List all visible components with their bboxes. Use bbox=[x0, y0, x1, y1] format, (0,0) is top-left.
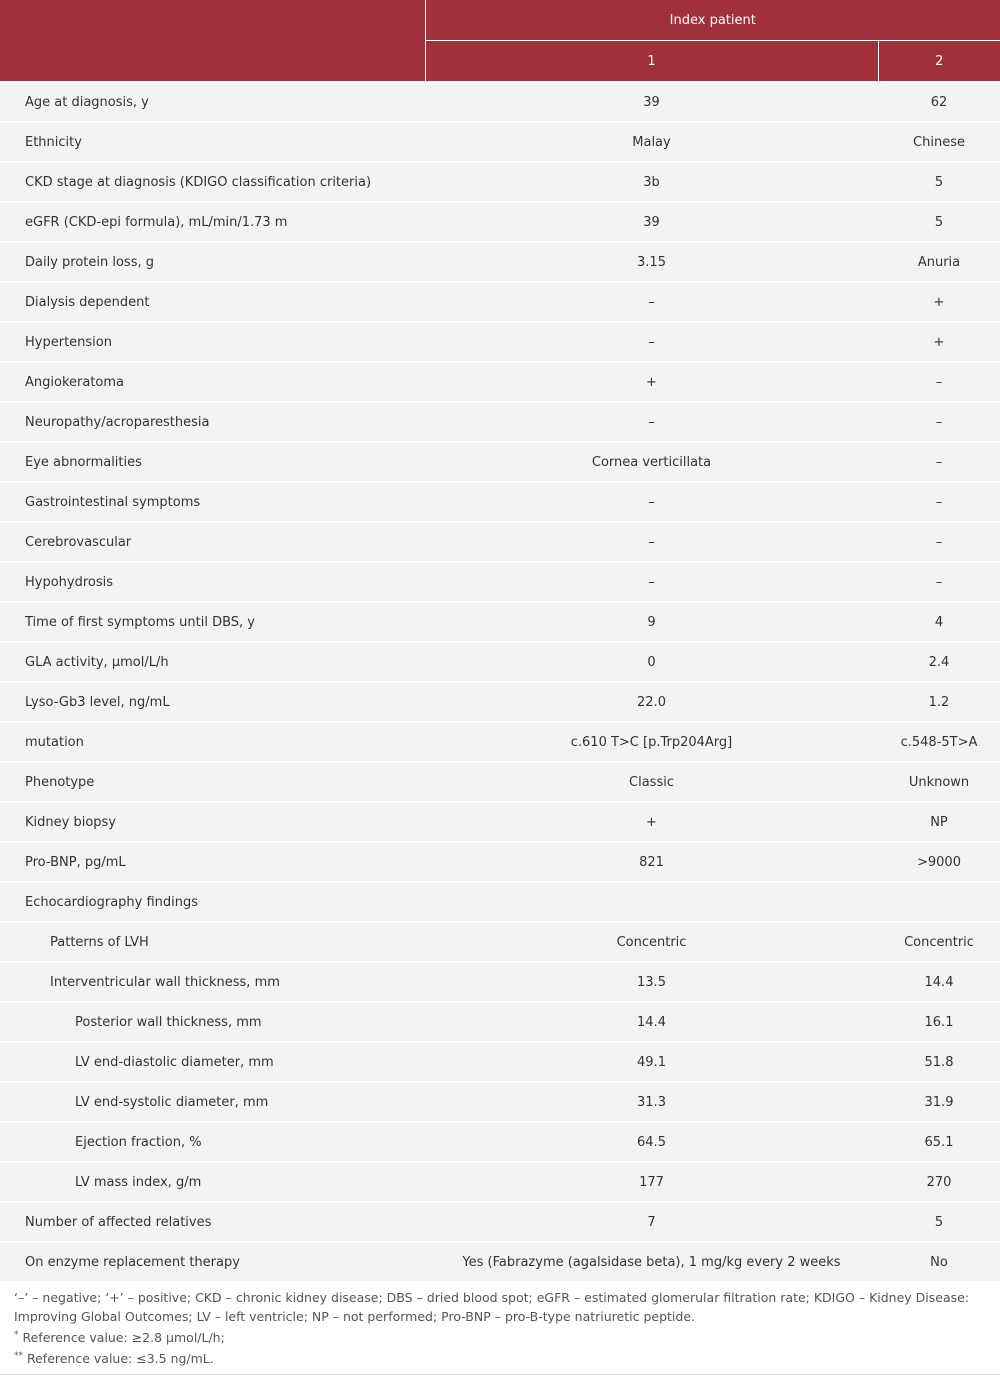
table-row bbox=[0, 1202, 1000, 1242]
row-label: Ejection fraction, % bbox=[0, 1122, 425, 1162]
row-label: LV end-diastolic diameter, mm bbox=[0, 1042, 425, 1082]
patient-2-value: 5 bbox=[878, 162, 1000, 202]
table-row bbox=[0, 1042, 1000, 1082]
header-row-patients bbox=[0, 41, 1000, 83]
patient-2-value: 51.8 bbox=[878, 1042, 1000, 1082]
patient-2-value: Unknown bbox=[878, 762, 1000, 802]
row-label: Angiokeratoma bbox=[0, 362, 425, 402]
table-row bbox=[0, 522, 1000, 562]
footnote-2-mark: ** bbox=[14, 1351, 23, 1361]
header-row-group bbox=[0, 0, 1000, 41]
patient-2-value: Concentric bbox=[878, 922, 1000, 962]
row-label: GLA activity, µmol/L/h bbox=[0, 642, 425, 682]
header-patient-2: 2 bbox=[878, 41, 1000, 83]
patient-2-value: Anuria bbox=[878, 242, 1000, 282]
patient-2-value bbox=[878, 882, 1000, 922]
patient-1-value: 64.5 bbox=[425, 1122, 878, 1162]
row-label: Pro-BNP, pg/mL bbox=[0, 842, 425, 882]
row-label: eGFR (CKD-epi formula), mL/min/1.73 m bbox=[0, 202, 425, 242]
patient-2-value: – bbox=[878, 562, 1000, 602]
patient-2-value: 270 bbox=[878, 1162, 1000, 1202]
table-row bbox=[0, 322, 1000, 362]
header-patient-1: 1 bbox=[425, 41, 878, 83]
table-row bbox=[0, 1002, 1000, 1042]
patient-2-value: – bbox=[878, 522, 1000, 562]
patient-1-value: Yes (Fabrazyme (agalsidase beta), 1 mg/kg every 2 weeks bbox=[425, 1242, 878, 1281]
row-label: mutation bbox=[0, 722, 425, 762]
patient-1-value: Concentric bbox=[425, 922, 878, 962]
patient-1-value bbox=[425, 882, 878, 922]
footnote-2 bbox=[14, 1347, 984, 1368]
patient-2-value: + bbox=[878, 282, 1000, 322]
patient-1-value: + bbox=[425, 802, 878, 842]
row-label: Number of affected relatives bbox=[0, 1202, 425, 1242]
patient-2-value: No bbox=[878, 1242, 1000, 1281]
row-label: Gastrointestinal symptoms bbox=[0, 482, 425, 522]
table-row bbox=[0, 962, 1000, 1002]
patient-2-value: 62 bbox=[878, 82, 1000, 122]
row-label: Eye abnormalities bbox=[0, 442, 425, 482]
patient-1-value: Classic bbox=[425, 762, 878, 802]
row-label: Time of first symptoms until DBS, y bbox=[0, 602, 425, 642]
row-label: LV mass index, g/m bbox=[0, 1162, 425, 1202]
patient-1-value: 3.15 bbox=[425, 242, 878, 282]
row-label: Lyso-Gb3 level, ng/mL bbox=[0, 682, 425, 722]
header-blank-cell bbox=[0, 0, 425, 41]
header-index-patient: Index patient bbox=[425, 0, 1000, 41]
patient-1-value: 0 bbox=[425, 642, 878, 682]
bottom-divider bbox=[0, 1374, 1000, 1375]
table-row bbox=[0, 162, 1000, 202]
patient-2-value: 16.1 bbox=[878, 1002, 1000, 1042]
patient-1-value: – bbox=[425, 522, 878, 562]
patient-2-value: 14.4 bbox=[878, 962, 1000, 1002]
footnote-1-text: Reference value: ≥2.8 µmol/L/h; bbox=[18, 1330, 225, 1345]
footnote-abbreviations: ‘–’ – negative; ‘+’ – positive; CKD – chronic kidney disease; DBS – dried blood spot; eGFR – estimated glomerular filtration rate; KDIGO – Kidney Disease: Improving Global Outcomes; LV – left ventricle; NP – not performed; Pro-BNP – pro-B-type natriuretic peptide. bbox=[14, 1290, 970, 1324]
table-row bbox=[0, 722, 1000, 762]
table-row bbox=[0, 282, 1000, 322]
patient-2-value: c.548-5T>A bbox=[878, 722, 1000, 762]
patient-1-value: 7 bbox=[425, 1202, 878, 1242]
patient-1-value: – bbox=[425, 402, 878, 442]
table-row bbox=[0, 1162, 1000, 1202]
patient-1-value: 31.3 bbox=[425, 1082, 878, 1122]
table-row bbox=[0, 202, 1000, 242]
footnote-1 bbox=[14, 1326, 984, 1347]
patient-1-value: c.610 T>C [p.Trp204Arg] bbox=[425, 722, 878, 762]
row-label: Cerebrovascular bbox=[0, 522, 425, 562]
row-label: Ethnicity bbox=[0, 122, 425, 162]
patient-2-value: >9000 bbox=[878, 842, 1000, 882]
patient-2-value: 1.2 bbox=[878, 682, 1000, 722]
table-row bbox=[0, 82, 1000, 122]
patient-1-value: Malay bbox=[425, 122, 878, 162]
table-row bbox=[0, 1242, 1000, 1281]
row-label: Echocardiography findings bbox=[0, 882, 425, 922]
patient-1-value: 49.1 bbox=[425, 1042, 878, 1082]
patient-1-value: – bbox=[425, 562, 878, 602]
patient-1-value: 13.5 bbox=[425, 962, 878, 1002]
patient-2-value: 5 bbox=[878, 1202, 1000, 1242]
table-row bbox=[0, 482, 1000, 522]
table-row bbox=[0, 362, 1000, 402]
table-row bbox=[0, 402, 1000, 442]
patient-2-value: 31.9 bbox=[878, 1082, 1000, 1122]
patient-1-value: 14.4 bbox=[425, 1002, 878, 1042]
header-blank-cell bbox=[0, 41, 425, 83]
row-label: Daily protein loss, g bbox=[0, 242, 425, 282]
row-label: Phenotype bbox=[0, 762, 425, 802]
patient-1-value: 9 bbox=[425, 602, 878, 642]
row-label: Posterior wall thickness, mm bbox=[0, 1002, 425, 1042]
table-row bbox=[0, 562, 1000, 602]
table-row bbox=[0, 642, 1000, 682]
patient-1-value: 22.0 bbox=[425, 682, 878, 722]
patient-2-value: – bbox=[878, 442, 1000, 482]
patient-1-value: Cornea verticillata bbox=[425, 442, 878, 482]
table-row bbox=[0, 1082, 1000, 1122]
row-label: On enzyme replacement therapy bbox=[0, 1242, 425, 1281]
footnote-1-mark: * bbox=[14, 1330, 19, 1340]
row-label: Hypertension bbox=[0, 322, 425, 362]
row-label: Kidney biopsy bbox=[0, 802, 425, 842]
patient-2-value: – bbox=[878, 362, 1000, 402]
table-row bbox=[0, 1122, 1000, 1162]
row-label: Dialysis dependent bbox=[0, 282, 425, 322]
patient-2-value: NP bbox=[878, 802, 1000, 842]
table-row bbox=[0, 122, 1000, 162]
patient-1-value: – bbox=[425, 282, 878, 322]
patient-1-value: – bbox=[425, 482, 878, 522]
table-footnotes bbox=[14, 1288, 984, 1368]
patient-2-value: 5 bbox=[878, 202, 1000, 242]
table-row bbox=[0, 802, 1000, 842]
patient-1-value: – bbox=[425, 322, 878, 362]
table-row bbox=[0, 242, 1000, 282]
patient-1-value: 3b bbox=[425, 162, 878, 202]
table-row bbox=[0, 602, 1000, 642]
table-row bbox=[0, 442, 1000, 482]
table-body bbox=[0, 82, 1000, 1281]
patient-1-value: 39 bbox=[425, 202, 878, 242]
patient-2-value: – bbox=[878, 402, 1000, 442]
row-label: Interventricular wall thickness, mm bbox=[0, 962, 425, 1002]
patient-2-value: – bbox=[878, 482, 1000, 522]
footnote-2-text: Reference value: ≤3.5 ng/mL. bbox=[23, 1351, 214, 1366]
patient-1-value: 821 bbox=[425, 842, 878, 882]
patient-1-value: 177 bbox=[425, 1162, 878, 1202]
row-label: LV end-systolic diameter, mm bbox=[0, 1082, 425, 1122]
table-row bbox=[0, 682, 1000, 722]
patient-2-value: + bbox=[878, 322, 1000, 362]
row-label: Hypohydrosis bbox=[0, 562, 425, 602]
patient-1-value: + bbox=[425, 362, 878, 402]
table-row bbox=[0, 842, 1000, 882]
row-label: Neuropathy/acroparesthesia bbox=[0, 402, 425, 442]
patient-1-value: 39 bbox=[425, 82, 878, 122]
row-label: CKD stage at diagnosis (KDIGO classification criteria) bbox=[0, 162, 425, 202]
row-label: Age at diagnosis, y bbox=[0, 82, 425, 122]
table-row bbox=[0, 922, 1000, 962]
patient-2-value: 65.1 bbox=[878, 1122, 1000, 1162]
table-row bbox=[0, 882, 1000, 922]
patient-2-value: 2.4 bbox=[878, 642, 1000, 682]
patient-2-value: 4 bbox=[878, 602, 1000, 642]
row-label: Patterns of LVH bbox=[0, 922, 425, 962]
table-row bbox=[0, 762, 1000, 802]
patient-2-value: Chinese bbox=[878, 122, 1000, 162]
